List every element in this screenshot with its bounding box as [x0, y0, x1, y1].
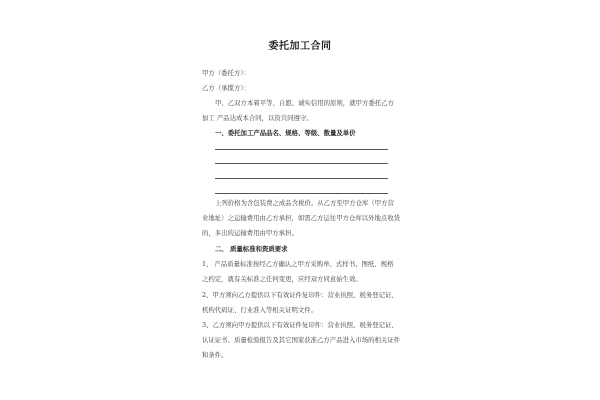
price-paragraph-line: 业地址）之运输费用由乙方承担，如需乙方运往甲方仓库以外地点收货 — [202, 214, 401, 222]
clause-1-line: 1、 产品质量标准按经乙方确认之甲方采购单、式样书、图纸、规格 — [202, 260, 394, 268]
party-b-label: 乙方（承揽方）： — [202, 84, 250, 92]
price-paragraph-line: 上列价格为含包装费之成品含税价。从乙方至甲方仓库（甲方营 — [215, 199, 394, 207]
fill-in-blank-line — [215, 163, 388, 164]
page-title: 委托加工合同 — [268, 41, 332, 52]
clause-3-line: 和条件。 — [202, 351, 228, 359]
intro-paragraph-line: 甲、乙双方本着平等、自愿、诚实信用的原则，就甲方委托乙方 — [215, 99, 394, 107]
clause-2-line: 2、甲方须向乙方提供以下有效证件复印件：营业执照、税务登记证、 — [202, 291, 398, 299]
clause-3-line: 3、乙方须向甲方提供以下有效证件复印件：营业执照、税务登记证、 — [202, 321, 398, 329]
fill-in-blank-line — [215, 193, 388, 194]
clause-1-line: 之约定，就有关标准之任何变更，应经双方同意始生效。 — [202, 275, 362, 283]
clause-2-line: 机构代码证、行业准入等相关证明文件。 — [202, 306, 318, 314]
fill-in-blank-line — [215, 178, 388, 179]
intro-paragraph-line: 加工 产品达成本合同，以资共同遵守。 — [202, 114, 313, 122]
price-paragraph-line: 的，多出的运输费用由甲方承担。 — [202, 229, 298, 237]
section-2-heading: 二、 质量标准和资质要求 — [215, 245, 288, 253]
section-1-heading: 一、委托加工产品品名、规格、等级、数量及单价 — [215, 129, 356, 137]
party-a-label: 甲方（委托方）： — [202, 69, 250, 77]
clause-3-line: 认证证书、质量检验报告及其它国家获准乙方产品进入市场的相关证件 — [202, 336, 401, 344]
fill-in-blank-line — [215, 149, 388, 150]
